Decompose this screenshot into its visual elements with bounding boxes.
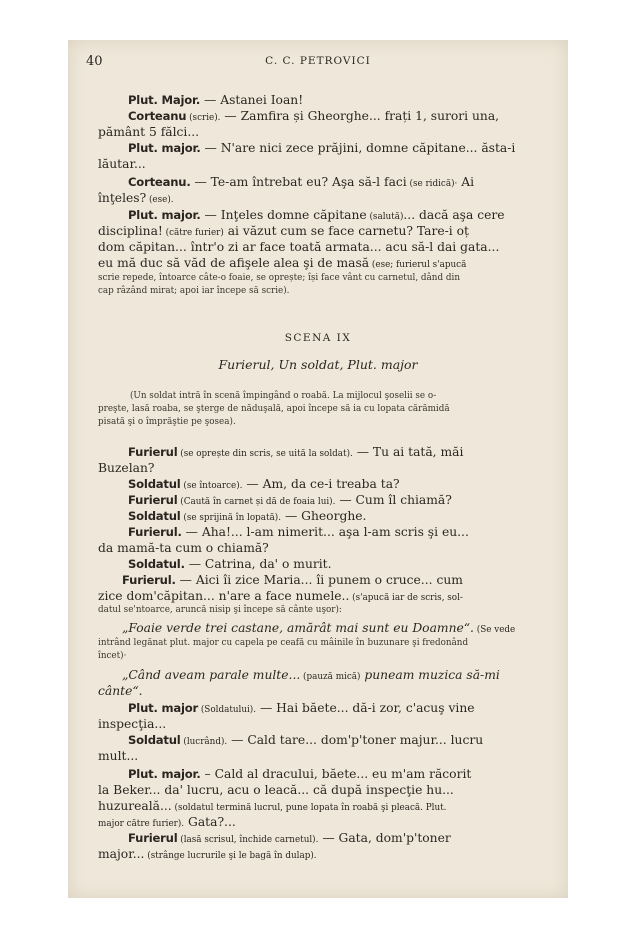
stage-direction: (lasă scrisul, închide carnetul). bbox=[177, 835, 319, 845]
text-line bbox=[128, 444, 463, 462]
speech: pământ 5 fălci... bbox=[98, 125, 200, 139]
song-lyric: puneam muzica să-mi bbox=[360, 668, 500, 682]
stage-direction-line: încet)· bbox=[98, 651, 127, 661]
speech: — Aici îi zice Maria... îi punem o cruce... cum bbox=[175, 573, 463, 587]
text-line bbox=[122, 572, 463, 588]
stage-direction: (salută) bbox=[366, 212, 404, 222]
speech: major... bbox=[98, 847, 145, 861]
speech: Buzelan? bbox=[98, 461, 155, 475]
speaker: Soldatul bbox=[128, 509, 181, 523]
speech: înţeles? bbox=[98, 191, 147, 205]
text-line bbox=[128, 556, 332, 572]
text-line bbox=[128, 524, 469, 540]
stage-direction: (scrie). bbox=[186, 113, 221, 123]
speech: huzureală... bbox=[98, 799, 172, 813]
stage-direction: (se întoarce). bbox=[180, 481, 243, 491]
speech: lăutar... bbox=[98, 157, 146, 171]
stage-direction: (soldatul termină lucrul, pune lopata în roabă şi pleacă. Plut. bbox=[171, 803, 447, 813]
speaker: Furierul bbox=[128, 445, 178, 459]
stage-direction-line: preşte, lasă roaba, se şterge de năduşală, apoi începe să ia cu lopata cărămidă bbox=[98, 404, 450, 414]
speech: – Cald al dracului, băete... eu m'am răcorit bbox=[200, 767, 472, 781]
speech: — Am, da ce-i treaba ta? bbox=[242, 477, 400, 491]
stage-direction: (Caută în carnet și dă de foaia lui). bbox=[177, 497, 336, 507]
speaker: Plut. major. bbox=[128, 141, 201, 155]
speech: — Inţeles domne căpitane bbox=[200, 208, 367, 222]
speech: — Aha!... l-am nimerit... aşa l-am scris şi eu... bbox=[181, 525, 469, 539]
text-line bbox=[98, 460, 155, 476]
stage-direction-line: (Un soldat intră în scenă împingând o roabă. La mijlocul şoselii se o- bbox=[130, 391, 437, 401]
speaker: Plut. major bbox=[128, 701, 199, 715]
text-line bbox=[122, 667, 500, 685]
speaker: Corteanu bbox=[128, 109, 187, 123]
stage-direction: major către furier). bbox=[98, 819, 185, 829]
text-line bbox=[98, 846, 317, 864]
stage-direction: (Se vede bbox=[473, 625, 516, 635]
book-page bbox=[68, 40, 568, 898]
song-lyric: cânte“. bbox=[98, 684, 143, 698]
scene-title: SCENA IX bbox=[284, 332, 352, 344]
text-line bbox=[98, 156, 146, 172]
stage-direction: (pauză mică) bbox=[300, 672, 361, 682]
scene-characters: Furierul, Un soldat, Plut. major bbox=[218, 357, 418, 372]
stage-direction-line: pisată şi o împrăştie pe şosea). bbox=[98, 417, 236, 427]
speech: — Te-am întrebat eu? Aşa să-l faci bbox=[190, 175, 407, 189]
stage-direction: (lucrând). bbox=[180, 737, 228, 747]
speaker: Furierul. bbox=[122, 573, 176, 587]
stage-direction: (se sprijină în lopată). bbox=[180, 513, 282, 523]
running-head: C. C. PETROVICI bbox=[265, 55, 371, 67]
speaker: Furierul. bbox=[128, 525, 182, 539]
speech: la Beker... da' lucru, acu o leacă... că după inspecţie hu... bbox=[98, 783, 454, 797]
stage-direction: (ese; furierul s'apucă bbox=[369, 260, 467, 270]
speech: mult... bbox=[98, 749, 139, 763]
speech: — Gheorghe. bbox=[281, 509, 367, 523]
speech: — Zamfira și Gheorghe... frați 1, surori una, bbox=[220, 109, 500, 123]
speech: disciplina! bbox=[98, 224, 163, 238]
speaker: Plut. major. bbox=[128, 767, 201, 781]
speech: — Astanei Ioan! bbox=[200, 93, 304, 107]
speech: — Gata, dom'p'toner bbox=[318, 831, 451, 845]
speech: ... dacă aşa cere bbox=[403, 208, 505, 222]
speech: dom căpitan... într'o zi ar face toată armata... acu să-l dai gata... bbox=[98, 240, 500, 254]
stage-direction: (strânge lucrurile şi le bagă în dulap). bbox=[144, 851, 317, 861]
text-line bbox=[98, 190, 174, 208]
text-line bbox=[98, 716, 166, 732]
stage-direction: (s'apucă iar de scris, sol- bbox=[349, 593, 463, 603]
speech: — Tu ai tată, măi bbox=[352, 445, 464, 459]
speaker: Plut. Major. bbox=[128, 93, 201, 107]
stage-direction-line: datul se'ntoarce, aruncă nisip şi începe să cânte uşor): bbox=[98, 605, 342, 615]
text-line bbox=[98, 683, 143, 699]
song-lyric: „Când aveam parale multe... bbox=[122, 668, 301, 682]
song-lyric: „Foaie verde trei castane, amărât mai sunt eu Doamne“. bbox=[122, 621, 474, 635]
speech: Gata?... bbox=[184, 815, 236, 829]
text-line bbox=[98, 748, 138, 764]
stage-direction: (se ridică)· bbox=[406, 179, 458, 189]
speech: — Catrina, da' o murit. bbox=[184, 557, 332, 571]
text-line bbox=[128, 174, 474, 192]
text-line bbox=[98, 239, 499, 255]
text-line bbox=[98, 540, 269, 556]
stage-direction-line: cap râzând mirat; apoi iar începe să scrie). bbox=[98, 286, 290, 296]
speech: — N'are nici zece prăjini, domne căpitane... ăsta-i bbox=[200, 141, 516, 155]
stage-direction: (ese). bbox=[146, 195, 174, 205]
text-line bbox=[128, 766, 471, 782]
speech: — Hai băete... dă-i zor, c'acuş vine bbox=[256, 701, 475, 715]
stage-direction: (Soldatului). bbox=[198, 705, 257, 715]
speech: Ai bbox=[457, 175, 475, 189]
speaker: Furierul bbox=[128, 831, 178, 845]
speaker: Furierul bbox=[128, 493, 178, 507]
speech: eu mă duc să văd de afişele alea şi de masă bbox=[98, 256, 370, 270]
speaker: Soldatul bbox=[128, 477, 181, 491]
text-line bbox=[98, 124, 199, 140]
stage-direction: (către furier) bbox=[162, 228, 224, 238]
speaker: Soldatul. bbox=[128, 557, 185, 571]
text-line bbox=[128, 732, 483, 750]
stage-direction: (se oprește din scris, se uită la soldat). bbox=[177, 449, 353, 459]
speaker: Plut. major. bbox=[128, 208, 201, 222]
speech: inspecţia... bbox=[98, 717, 167, 731]
speech: zice dom'căpitan... n'are a face numele.. bbox=[98, 589, 350, 603]
text-line bbox=[128, 700, 475, 718]
page-number: 40 bbox=[86, 54, 103, 69]
text-line bbox=[128, 92, 303, 108]
speech: — Cum îl chiamă? bbox=[335, 493, 452, 507]
speech: da mamă-ta cum o chiamă? bbox=[98, 541, 269, 555]
speech: — Cald tare... dom'p'toner majur... lucru bbox=[227, 733, 484, 747]
speech: ai văzut cum se face carnetu? Tare-i oț bbox=[223, 224, 469, 238]
speaker: Corteanu. bbox=[128, 175, 191, 189]
text-line bbox=[98, 782, 454, 798]
stage-direction-line: intrând legănat plut. major cu capela pe ceafă cu mâinile în buzunare şi fredonând bbox=[98, 638, 469, 648]
stage-direction-line: scrie repede, întoarce câte-o foaie, se oprește; își face vânt cu carnetul, dând din bbox=[98, 273, 460, 283]
text-line bbox=[128, 140, 515, 156]
text-line bbox=[98, 255, 466, 273]
text-line bbox=[122, 620, 515, 638]
speaker: Soldatul bbox=[128, 733, 181, 747]
